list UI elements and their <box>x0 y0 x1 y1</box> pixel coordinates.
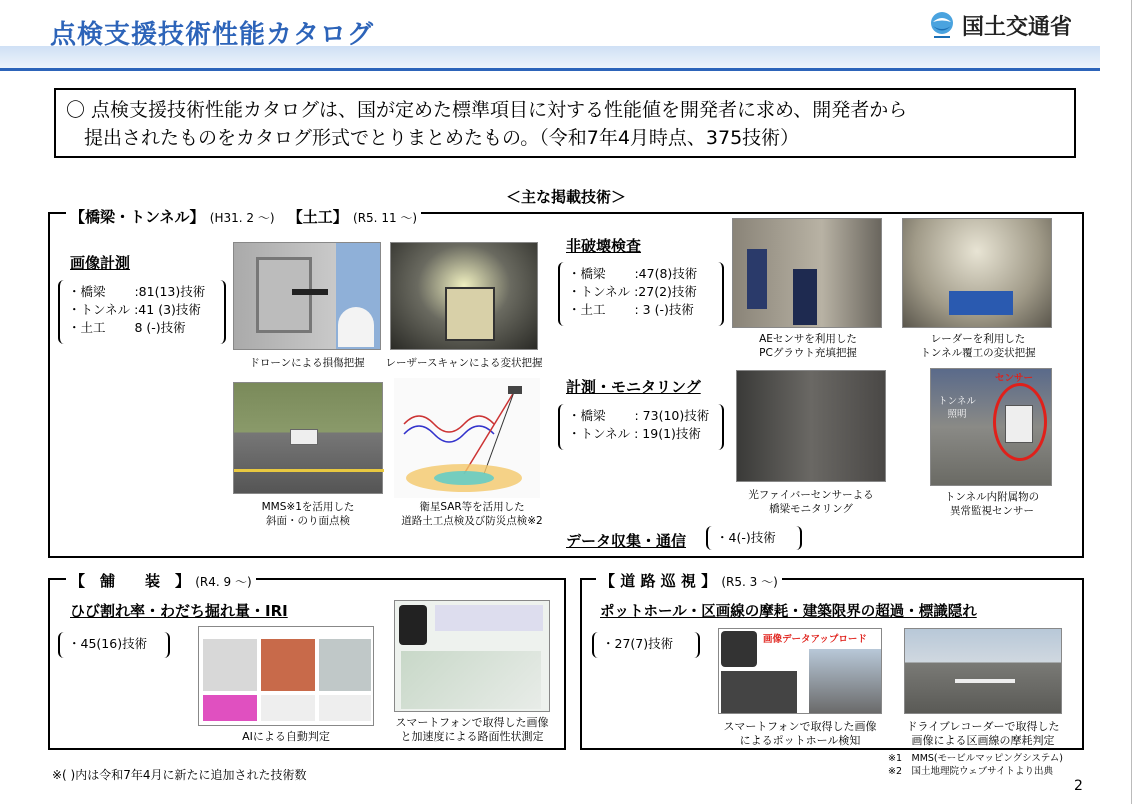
ai-judgement-figure <box>198 626 374 726</box>
light-label-line-1: トンネル <box>938 396 976 407</box>
list-item: ・土工 : 3 (-)技術 <box>568 302 694 317</box>
footnote-2: ※2 国土地理院ウェブサイトより出典 <box>888 766 1053 777</box>
mms-caption <box>226 500 390 528</box>
phone-road-figure <box>394 600 550 712</box>
title-underline <box>0 68 1100 71</box>
upload-label: 画像データアップロード <box>763 634 867 645</box>
fiber-caption-line-2: 橋梁モニタリング <box>769 503 853 515</box>
fiber-caption-line-1: 光ファイバーセンサーよる <box>748 489 874 501</box>
list-item: ・橋梁 :81(13)技術 <box>68 284 206 299</box>
list-item: ・トンネル :41 (3)技術 <box>68 302 201 317</box>
pavement-title-date: (R4. 9 ～) <box>195 575 252 589</box>
sensor-label: センサー <box>995 373 1034 384</box>
list-item: ・27(7)技術 <box>602 636 674 651</box>
tunnel-sensor-caption <box>914 490 1070 518</box>
recorder-caption <box>896 720 1070 748</box>
tunnel-sensor-caption-line-1: トンネル内附属物の <box>944 491 1040 503</box>
list-item: ・橋梁 : 73(10)技術 <box>568 408 710 423</box>
earthwork-title: 【土工】 <box>287 208 348 226</box>
drone-caption: ドローンによる損傷把握 <box>249 357 365 369</box>
laser-caption: レーザースキャンによる変状把握 <box>385 357 543 369</box>
ae-caption-line-1: AEセンサを利用した <box>759 333 857 345</box>
bridge-title-date: (H31. 2 ～) <box>209 211 275 225</box>
pavement-title: 【 舗 装 】 <box>70 572 191 590</box>
patrol-title: 【 道 路 巡 視 】 <box>600 572 717 590</box>
ai-caption: AIによる自動判定 <box>242 730 330 743</box>
pothole-figure <box>718 628 882 714</box>
mlit-logo-icon <box>928 10 956 40</box>
monitor-heading: 計測・モニタリング <box>566 378 701 396</box>
footnote-1: ※1 MMS(モービルマッピングシステム) <box>888 753 1063 764</box>
list-item: ・橋梁 :47(8)技術 <box>568 266 698 281</box>
tunnel-sensor-photo <box>930 368 1052 486</box>
page-number: 2 <box>1074 778 1083 794</box>
pothole-caption <box>710 720 890 748</box>
intro-line-2: 提出されたものをカタログ形式でとりまとめたもの。（令和7年4月時点、375技術） <box>84 127 800 149</box>
mms-caption-line-2: 斜面・のり面点検 <box>266 515 350 527</box>
bridge-title: 【橋梁・トンネル】 <box>70 208 205 226</box>
fiber-caption <box>730 488 892 516</box>
monitor-list <box>558 404 724 450</box>
footer-note: ※( )内は令和7年4月に新たに追加された技術数 <box>52 768 307 782</box>
sar-caption-line-1: 衛星SAR等を活用した <box>419 501 525 513</box>
tunnel-sensor-caption-line-2: 異常監視センサー <box>950 505 1034 517</box>
list-item: ・トンネル : 19(1)技術 <box>568 426 701 441</box>
list-item: ・トンネル :27(2)技術 <box>568 284 697 299</box>
recorder-caption-line-1: ドライブレコーダーで取得した <box>906 720 1060 733</box>
page-title: 点検支援技術性能カタログ <box>50 20 375 50</box>
earthwork-title-date: (R5. 11 ～) <box>353 211 418 225</box>
ndt-heading: 非破壊検査 <box>566 237 642 255</box>
pavement-list <box>58 632 170 658</box>
intro-line-1: 〇 点検支援技術性能カタログは、国が定めた標準項目に対する性能値を開発者に求め、開発者から <box>66 99 908 121</box>
patrol-heading: ポットホール・区画線の摩耗・建築限界の超過・標識隠れ <box>600 604 977 620</box>
drone-photo <box>233 242 381 350</box>
list-item: ・土工 8 (-)技術 <box>68 320 186 335</box>
light-label-line-2: 照明 <box>947 409 967 420</box>
radar-photo <box>902 218 1052 328</box>
pavement-box-title <box>66 570 256 591</box>
patrol-box-title <box>596 570 782 591</box>
ae-caption <box>730 332 886 360</box>
org-name: 国土交通省 <box>962 15 1073 40</box>
radar-caption <box>896 332 1060 360</box>
ndt-list <box>558 262 724 326</box>
list-item: ・4(-)技術 <box>716 530 776 545</box>
ae-photo <box>732 218 882 328</box>
radar-caption-line-2: トンネル覆工の変状把握 <box>920 347 1036 359</box>
mms-caption-line-1: MMS※1を活用した <box>261 501 355 513</box>
section-subtitle: ＜主な掲載技術＞ <box>505 188 626 206</box>
sar-diagram <box>394 378 540 498</box>
ae-caption-line-2: PCグラウト充填把握 <box>759 347 857 359</box>
recorder-caption-line-2: 画像による区画線の摩耗判定 <box>911 734 1055 747</box>
pavement-heading: ひび割れ率・わだち掘れ量・IRI <box>70 602 288 620</box>
phone-road-caption-line-1: スマートフォンで取得した画像 <box>395 716 549 729</box>
image-heading: 画像計測 <box>70 254 131 272</box>
phone-road-caption <box>386 716 558 744</box>
radar-caption-line-1: レーダーを利用した <box>930 333 1026 345</box>
bridge-box-title <box>66 206 421 227</box>
data-heading: データ収集・通信 <box>566 532 687 550</box>
list-item: ・45(16)技術 <box>68 636 148 651</box>
light-label <box>935 395 979 421</box>
fiber-photo <box>736 370 886 482</box>
intro-box <box>54 88 1076 158</box>
mms-photo <box>233 382 383 494</box>
phone-road-caption-line-2: と加速度による路面性状測定 <box>400 730 544 743</box>
patrol-title-date: (R5. 3 ～) <box>721 575 778 589</box>
image-list <box>58 280 226 344</box>
patrol-list <box>592 632 700 658</box>
pothole-caption-line-2: によるポットホール検知 <box>739 734 861 747</box>
sar-caption-line-2: 道路土工点検及び防災点検※2 <box>401 515 543 527</box>
laser-photo <box>390 242 538 350</box>
sar-caption <box>386 500 558 528</box>
pothole-caption-line-1: スマートフォンで取得した画像 <box>723 720 877 733</box>
data-list <box>706 526 802 550</box>
recorder-photo <box>904 628 1062 714</box>
